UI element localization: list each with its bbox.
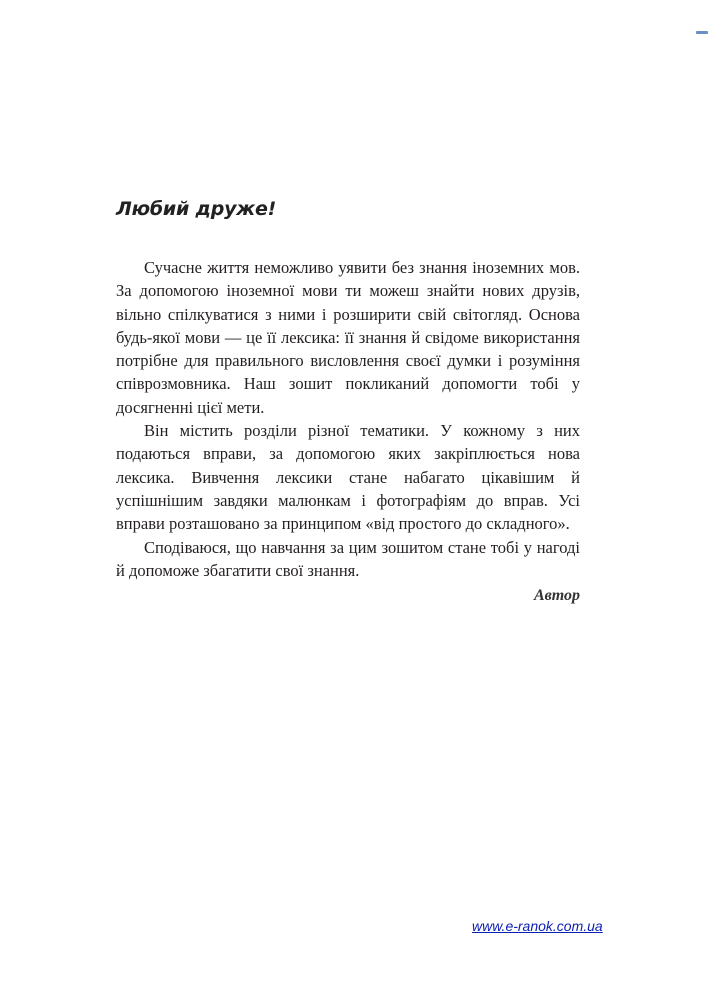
paragraph-2-text: Він містить розділи різної тематики. У кожному з них подаються вправи, за допомогою яких закріплюється нова лексика. Вивчення лексики стане набагато цікавішим й успішнішим завдяки малюнкам і фотографіям до вправ. Усі вправи розташовано за принципом «від простого до складного».	[116, 421, 580, 534]
page-content	[116, 198, 580, 605]
paragraph-1	[116, 256, 580, 419]
page-title: Любий друже!	[116, 198, 277, 220]
paragraph-1-text: Сучасне життя неможливо уявити без знання іноземних мов. За допомогою іноземної мови ти можеш знайти нових друзів, вільно спілкуватися з ними і розширити свій світогляд. Основа будь-якої мови — це її лексика: її знання й свідоме використання потрібне для правильного висловлення своєї думки і розуміння співрозмовника. Наш зошит покликаний допомогти тобі у досягненні цієї мети.	[116, 258, 580, 417]
website-link[interactable]: www.e-ranok.com.ua	[472, 918, 603, 934]
paragraph-2	[116, 419, 580, 535]
paragraph-3-text: Сподіваюся, що навчання за цим зошитом стане тобі у нагоді й допоможе збагатити свої знання.	[116, 537, 580, 580]
author-signature: Автор	[533, 587, 580, 605]
corner-mark	[696, 31, 708, 34]
paragraph-3	[116, 536, 580, 583]
